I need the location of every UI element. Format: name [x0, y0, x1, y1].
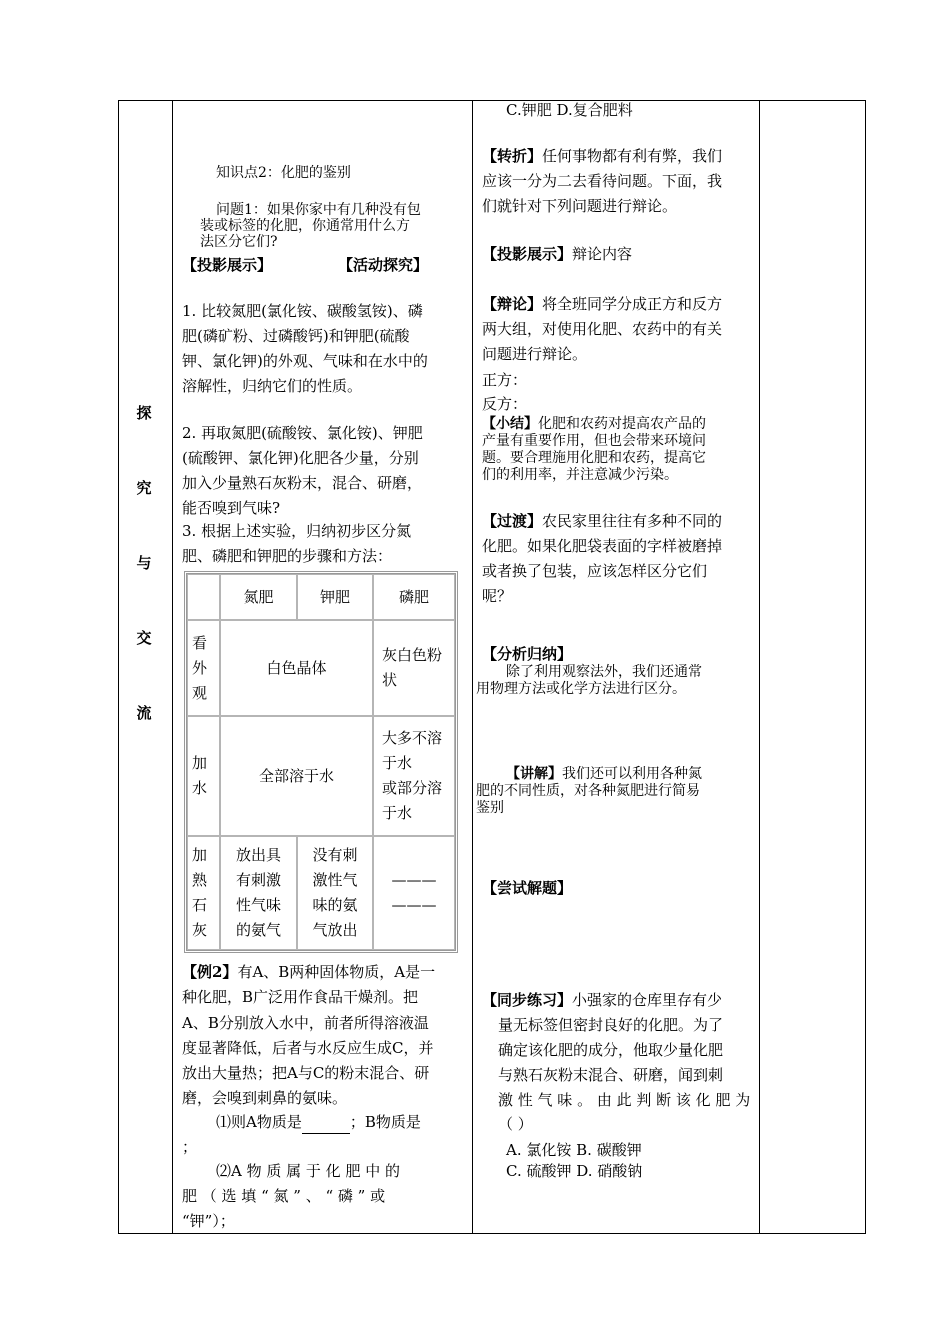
pro-side-label: 正方：: [482, 371, 528, 389]
example-line: 【例2】有A、B两种固体物质，A是一: [182, 963, 436, 981]
table-header-cell: 氮肥: [220, 574, 297, 620]
summary-line: 【小结】化肥和农药对提高农产品的: [482, 416, 706, 432]
table-merged-cell: 白色晶体: [220, 620, 373, 716]
practice-line: 量无标签但密封良好的化肥。为了: [498, 1016, 724, 1034]
table-cell: 放出具 有刺激 性气味 的氨气: [220, 836, 297, 950]
activity-item-line: 1. 比较氮肥(氯化铵、碳酸氢铵)、磷: [182, 302, 423, 320]
table-cell: 灰白色粉 状: [373, 620, 455, 716]
debate-line: 【辩论】将全班同学分成正方和反方: [482, 295, 723, 313]
transition-line: 化肥。如果化肥袋表面的字样被磨掉: [482, 537, 723, 555]
turn-line: 应该一分为二去看待问题。下面，我: [482, 172, 723, 190]
analysis-line: 用物理方法或化学方法进行区分。: [476, 681, 686, 697]
activity-item-line: 溶解性，归纳它们的性质。: [182, 377, 363, 395]
example-line: A、B分别放入水中，前者所得溶液温: [182, 1014, 429, 1032]
example-question-2: “钾”）；: [182, 1212, 235, 1230]
practice-line: 【同步练习】小强家的仓库里存有少: [482, 991, 723, 1009]
side-label-char: 探: [136, 404, 152, 422]
table-cell: 大多不溶 于水 或部分溶 于水: [373, 716, 455, 836]
projection-tag: 【投影展示】: [182, 256, 273, 274]
turn-line: 【转折】任何事物都有利有弊，我们: [482, 147, 723, 165]
choice-line: C. 硫酸钾 D. 硝酸钠: [506, 1162, 643, 1180]
lecture-line: 【讲解】我们还可以利用各种氮: [506, 766, 702, 782]
activity-item-line: 能否嗅到气味?: [182, 499, 281, 517]
column-divider-3: [759, 100, 760, 1234]
analysis-tag: 【分析归纳】: [482, 645, 573, 663]
lecture-line: 肥的不同性质，对各种氮肥进行简易: [476, 783, 700, 799]
activity-item-line: 加入少量熟石灰粉末，混合、研磨，: [182, 474, 423, 492]
activity-item-line: 肥、磷肥和钾肥的步骤和方法：: [182, 547, 393, 565]
question-line: 装或标签的化肥，你通常用什么方: [200, 218, 410, 234]
con-side-label: 反方：: [482, 395, 528, 413]
activity-tag: 【活动探究】: [338, 256, 429, 274]
table-cell: 没有刺 激性气 味的氨 气放出: [297, 836, 373, 950]
summary-line: 产量有重要作用，但也会带来环境问: [482, 433, 706, 449]
example-line: 放出大量热；把A与C的粉末混合、研: [182, 1064, 430, 1082]
options-line: C.钾肥 D.复合肥料: [506, 101, 633, 119]
table-merged-cell: 全部溶于水: [220, 716, 373, 836]
summary-line: 们的利用率，并注意减少污染。: [482, 467, 678, 483]
activity-item-line: 3. 根据上述实验，归纳初步区分氮: [182, 522, 412, 540]
analysis-line: 除了利用观察法外，我们还通常: [506, 664, 702, 680]
lecture-line: 鉴别: [476, 800, 504, 816]
knowledge-point-heading: 知识点2：化肥的鉴别: [216, 165, 351, 181]
side-label-char: 与: [136, 554, 152, 572]
debate-line: 两大组，对使用化肥、农药中的有关: [482, 320, 723, 338]
transition-line: 呢？: [482, 587, 513, 605]
turn-line: 们就针对下列问题进行辩论。: [482, 197, 678, 215]
table-header-cell: 磷肥: [373, 574, 455, 620]
table-cell: ——— ———: [373, 836, 455, 950]
practice-line: （ ）: [498, 1115, 533, 1133]
column-divider-2: [472, 100, 473, 1234]
choice-line: A. 氯化铵 B. 碳酸钾: [506, 1141, 642, 1159]
fertilizer-identification-table: [184, 571, 458, 953]
transition-line: 【过渡】农民家里往往有多种不同的: [482, 512, 723, 530]
activity-item-line: (硫酸钾、氯化钾)化肥各少量，分别: [182, 449, 419, 467]
side-label-char: 交: [136, 629, 152, 647]
activity-item-line: 肥(磷矿粉、过磷酸钙)和钾肥(硫酸: [182, 327, 410, 345]
example-question-1-end: ；: [182, 1138, 198, 1156]
debate-line: 问题进行辩论。: [482, 345, 588, 363]
activity-item-line: 2. 再取氮肥(硫酸铵、氯化铵)、钾肥: [182, 424, 423, 442]
example-question-2: ⑵A 物 质 属 于 化 肥 中 的: [216, 1162, 400, 1180]
try-solve-tag: 【尝试解题】: [482, 879, 573, 897]
column-divider-1: [172, 100, 173, 1234]
transition-line: 或者换了包装，应该怎样区分它们: [482, 562, 708, 580]
table-header-cell: 钾肥: [297, 574, 373, 620]
example-question-2: 肥 （ 选 填 “ 氮 ” 、 “ 磷 ” 或: [182, 1187, 386, 1205]
answer-blank[interactable]: [302, 1119, 350, 1134]
example-question-1: ⑴则A物质是 ；B物质是: [216, 1111, 421, 1134]
example-line: 种化肥，B广泛用作食品干燥剂。把: [182, 988, 419, 1006]
projection-line: 【投影展示】辩论内容: [482, 245, 633, 263]
example-line: 度显著降低，后者与水反应生成C，并: [182, 1039, 434, 1057]
question-line: 法区分它们?: [200, 234, 278, 250]
example-line: 磨，会嗅到刺鼻的氨味。: [182, 1089, 348, 1107]
table-row-label: 加 熟 石 灰: [187, 836, 220, 950]
question-line: 问题1：如果你家中有几种没有包: [216, 202, 421, 218]
side-label-char: 流: [136, 704, 152, 722]
table-row-label: 加 水: [187, 716, 220, 836]
activity-item-line: 钾、氯化钾)的外观、气味和在水中的: [182, 352, 428, 370]
table-corner-cell: [187, 574, 220, 620]
practice-line: 与熟石灰粉末混合、研磨，闻到刺: [498, 1066, 724, 1084]
practice-line: 确定该化肥的成分，他取少量化肥: [498, 1041, 724, 1059]
summary-line: 题。要合理施用化肥和农药，提高它: [482, 450, 706, 466]
side-label-char: 究: [136, 479, 152, 497]
practice-line: 激 性 气 味 。 由 此 判 断 该 化 肥 为: [498, 1091, 751, 1109]
table-row-label: 看 外 观: [187, 620, 220, 716]
